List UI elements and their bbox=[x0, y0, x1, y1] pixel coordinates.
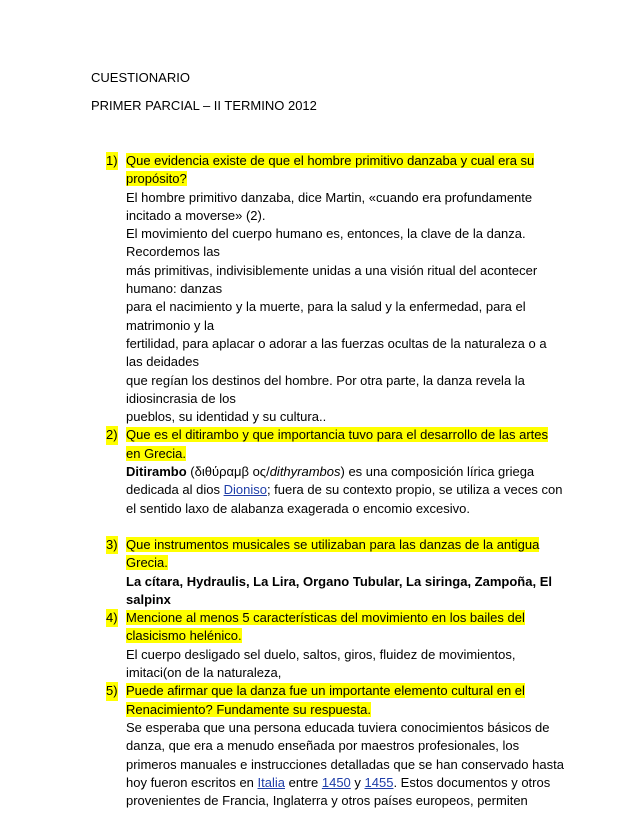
answer-line: incitado a moverse» (2). bbox=[126, 207, 266, 223]
question-text: Mencione al menos 5 características del movimiento en los bailes del bbox=[126, 610, 525, 626]
year-1450-link[interactable]: 1450 bbox=[321, 774, 351, 790]
term-ditirambo: Ditirambo bbox=[126, 464, 187, 480]
answer-line: El cuerpo desligado sel duelo, saltos, giros, fluidez de movimientos, bbox=[126, 646, 516, 662]
answer-line: primeros manuales e instrucciones detalladas que se han conservado hasta bbox=[126, 756, 564, 772]
question-number: 3) bbox=[106, 536, 118, 554]
answer-line bbox=[126, 774, 562, 792]
question-2 bbox=[102, 426, 562, 535]
answer-line: La cítara, Hydraulis, La Lira, Organo Tubular, La siringa, Zampoña, El bbox=[126, 573, 552, 589]
answer-line: El hombre primitivo danzaba, dice Martin, «cuando era profundamente bbox=[126, 189, 533, 205]
answer-text: / bbox=[266, 464, 270, 480]
document-title: CUESTIONARIO bbox=[91, 70, 190, 85]
latin-term: dithyrambos bbox=[269, 464, 341, 480]
answer-text: ) es una composición lírica griega bbox=[340, 464, 535, 480]
question-text: Renacimiento? Fundamente su respuesta. bbox=[126, 701, 371, 717]
answer-line: matrimonio y la bbox=[126, 317, 215, 333]
answer-text: entre bbox=[285, 774, 322, 790]
question-text: Que evidencia existe de que el hombre primitivo danzaba y cual era su bbox=[126, 153, 535, 168]
answer-text: ; fuera de su contexto propio, se utiliza a veces con bbox=[266, 482, 563, 498]
answer-line: más primitivas, indivisiblemente unidas a una visión ritual del acontecer bbox=[126, 262, 538, 278]
question-number: 2) bbox=[106, 426, 118, 444]
answer-line bbox=[126, 481, 562, 499]
question-list bbox=[102, 152, 562, 810]
question-text: clasicismo helénico. bbox=[126, 628, 242, 644]
question-number: 4) bbox=[106, 609, 118, 627]
answer-line: humano: danzas bbox=[126, 281, 223, 297]
answer-line: salpinx bbox=[126, 591, 171, 607]
year-1455-link[interactable]: 1455 bbox=[364, 774, 394, 790]
answer-text: dedicada al dios bbox=[126, 482, 224, 498]
answer-line: fertilidad, para aplacar o adorar a las fuerzas ocultas de la naturaleza o a bbox=[126, 335, 547, 351]
question-number: 5) bbox=[106, 682, 118, 700]
question-number: 1) bbox=[106, 152, 118, 170]
document-header bbox=[91, 69, 317, 115]
answer-line: para el nacimiento y la muerte, para la salud y la enfermedad, para el bbox=[126, 299, 526, 315]
answer-line: el sentido laxo de alabanza exagerada o encomio excesivo. bbox=[126, 500, 471, 516]
answer-line bbox=[126, 463, 562, 481]
document-subtitle: PRIMER PARCIAL – II TERMINO 2012 bbox=[91, 98, 317, 113]
question-1 bbox=[102, 152, 562, 426]
italia-link[interactable]: Italia bbox=[257, 774, 285, 790]
answer-text: y bbox=[350, 774, 365, 790]
question-5 bbox=[102, 682, 562, 810]
answer-line: las deidades bbox=[126, 354, 199, 370]
question-text: en Grecia. bbox=[126, 445, 186, 461]
answer-line: Recordemos las bbox=[126, 244, 220, 260]
question-text: Que es el ditirambo y que importancia tuvo para el desarrollo de las artes bbox=[126, 427, 548, 443]
dioniso-link[interactable]: Dioniso bbox=[223, 482, 267, 498]
answer-line: pueblos, su identidad y su cultura.. bbox=[126, 409, 327, 425]
question-3 bbox=[102, 536, 562, 609]
answer-line: El movimiento del cuerpo humano es, entonces, la clave de la danza. bbox=[126, 226, 526, 242]
answer-text: hoy fueron escritos en bbox=[126, 774, 258, 790]
question-text: Que instrumentos musicales se utilizaban para las danzas de la antigua bbox=[126, 536, 540, 552]
question-4 bbox=[102, 609, 562, 682]
answer-line: provenientes de Francia, Inglaterra y otros países europeos, permiten bbox=[126, 793, 528, 809]
answer-text: . Estos documentos y otros bbox=[393, 774, 551, 790]
question-text: propósito? bbox=[126, 171, 187, 187]
question-text: Grecia. bbox=[126, 555, 168, 571]
question-text: Puede afirmar que la danza fue un importante elemento cultural en el bbox=[126, 683, 525, 699]
answer-text: ( bbox=[186, 464, 195, 480]
answer-line: imitaci(on de la naturaleza, bbox=[126, 665, 282, 681]
answer-line: idiosincrasia de los bbox=[126, 390, 236, 406]
answer-line: danza, que era a menudo enseñada por maestros profesionales, los bbox=[126, 738, 520, 754]
greek-term: διθύραμβ ος bbox=[194, 464, 267, 480]
answer-line: Se esperaba que una persona educada tuviera conocimientos básicos de bbox=[126, 719, 550, 735]
answer-line: que regían los destinos del hombre. Por otra parte, la danza revela la bbox=[126, 372, 525, 388]
